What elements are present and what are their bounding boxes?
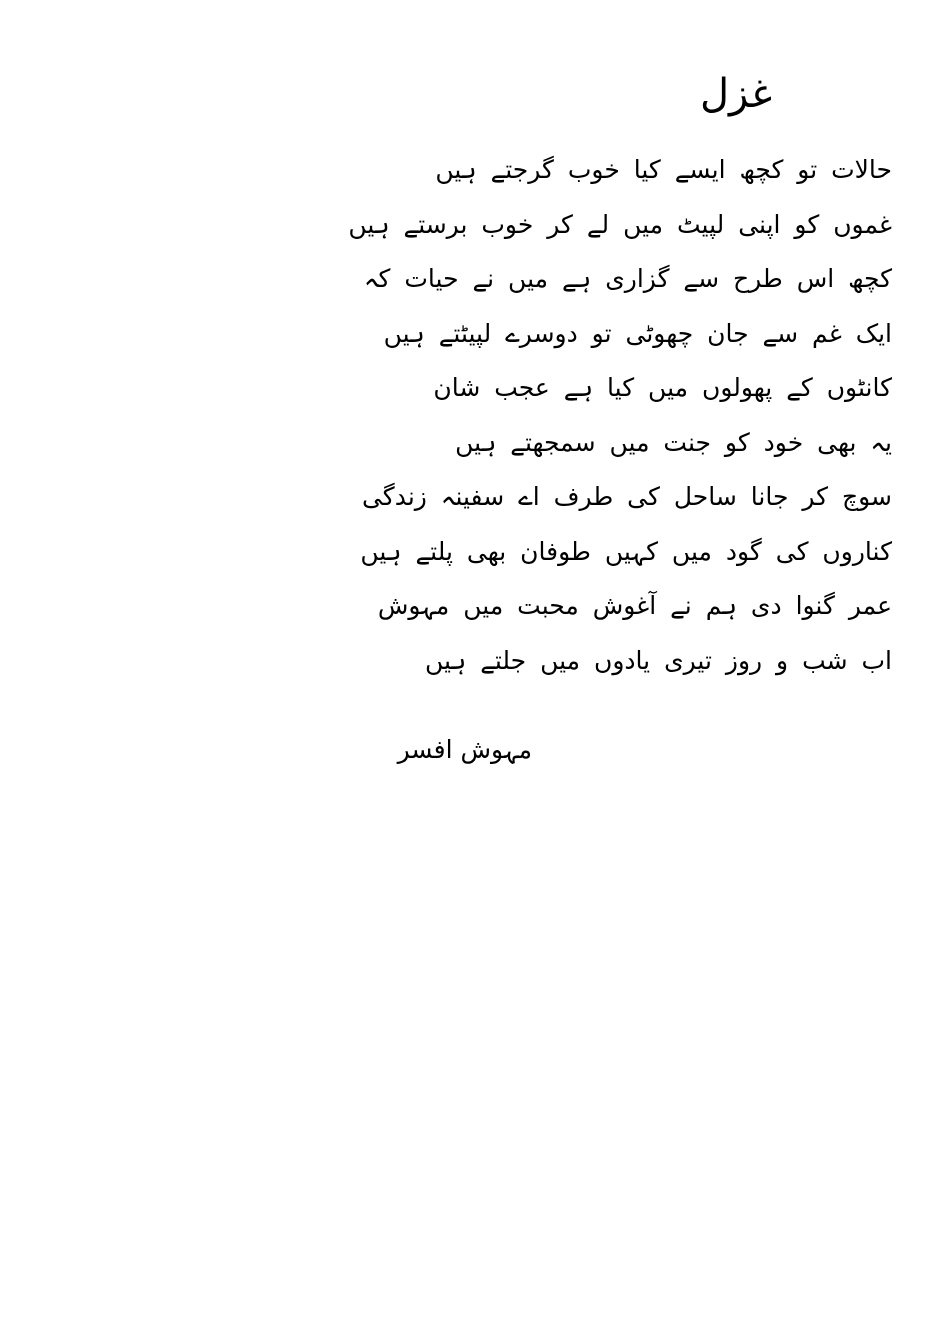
poem-line-7: سوچ کر جانا ساحل کی طرف اے سفینہ زندگی — [361, 482, 892, 511]
poem-line-4: ایک غم سے جان چھوٹی تو دوسرے لپیٹتے ہیں — [383, 318, 892, 348]
poem-line-3: کچھ اس طرح سے گزاری ہے میں نے حیات کہ — [363, 264, 892, 293]
poem-line-5: کانٹوں کے پھولوں میں کیا ہے عجب شان — [433, 373, 892, 402]
poem-line-6: یہ بھی خود کو جنت میں سمجھتے ہیں — [455, 427, 892, 457]
poem-line-8: کناروں کی گود میں کہیں طوفان بھی پلتے ہیں — [360, 536, 892, 566]
poem-line-1: حالات تو کچھ ایسے کیا خوب گرجتے ہیں — [435, 155, 892, 184]
author-signature: مہوش افسر — [397, 735, 532, 764]
poem-line-10: اب شب و روز تیری یادوں میں جلتے ہیں — [425, 645, 892, 675]
poem-body — [272, 148, 892, 693]
poem-title: غزل — [699, 71, 772, 117]
poem-line-9: عمر گنوا دی ہم نے آغوش محبت میں مہوش — [377, 591, 892, 620]
poem-line-2: غموں کو اپنی لپیٹ میں لے کر خوب برستے ہیں — [348, 209, 892, 239]
